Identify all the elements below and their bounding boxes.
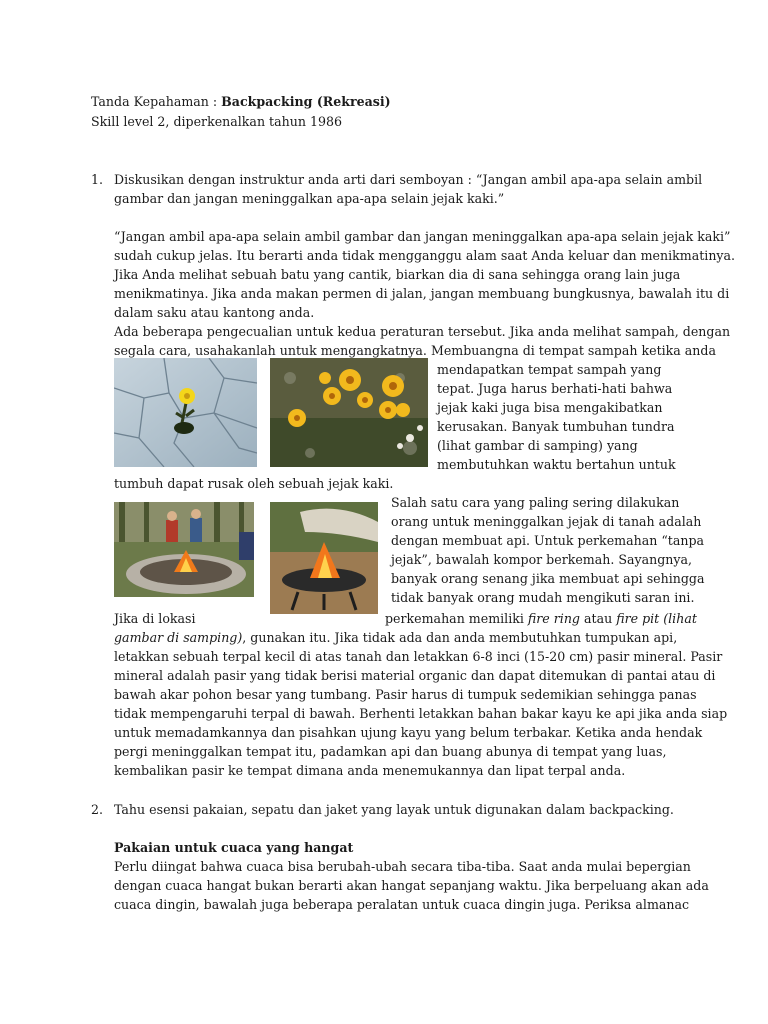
answer-1-line: jejak”, bawalah kompor berkemah. Sayangnya, [391,552,693,567]
answer-1-line: mineral adalah pasir yang tidak berisi material organic dan dapat ditemukan di pantai atau di [114,668,716,683]
answer-1-line: untuk memadamkannya dan pisahkan ujung kayu yang belum terbakar. Ketika anda hendak [114,725,703,740]
answer-1-line: gambar di samping), gunakan itu. Jika tidak ada dan anda membutuhkan tumpukan api, [114,630,678,645]
skill-level-line: Skill level 2, diperkenalkan tahun 1986 [91,114,343,129]
answer-1-line: Jika Anda melihat sebuah batu yang cantik, biarkan dia di sana sehingga orang lain juga [114,267,681,282]
flower-in-cracked-ground-photo [114,358,257,467]
answer-1-line: sudah cukup jelas. Itu berarti anda tidak mengganggu alam saat Anda keluar dan menikmatinya. [114,248,736,263]
answer-1-line: Salah satu cara yang paling sering dilakukan [391,495,680,510]
question-1-line2: gambar dan jangan meninggalkan apa-apa selain jejak kaki.” [114,191,505,206]
answer-1-line: (lihat gambar di samping) yang [437,438,638,453]
badge-title: Tanda Kepahaman : Backpacking (Rekreasi) [91,94,391,109]
answer-1-line: letakkan sebuah terpal kecil di atas tanah dan letakkan 6-8 inci (15-20 cm) pasir mineral. Pasir [114,649,723,664]
answer-1-line: tepat. Juga harus berhati-hati bahwa [437,381,673,396]
answer-1-line: kembalikan pasir ke tempat dimana anda menemukannya dan lipat terpal anda. [114,763,626,778]
answer-1-line: segala cara, usahakanlah untuk mengangkatnya. Membuangna di tempat sampah ketika anda [114,343,716,358]
answer-1-line: bawah akar pohon besar yang tumbang. Pasir harus di tumpuk sedemikian sehingga panas [114,687,697,702]
answer-1-line: Ada beberapa pengecualian untuk kedua peraturan tersebut. Jika anda melihat sampah, dengan [114,324,731,339]
answer-1-line: perkemahan memiliki fire ring atau fire pit (lihat [385,611,697,626]
answer-1-line: pergi meninggalkan tempat itu, padamkan api dan buang abunya di tempat yang luas, [114,744,667,759]
answer-1-line: jejak kaki juga bisa mengakibatkan [437,400,663,415]
list-number-2: 2. [91,802,104,817]
answer-2-line: dengan cuaca hangat bukan berarti akan hangat sepanjang waktu. Jika berpeluang akan ada [114,878,709,893]
answer-1-line: dengan membuat api. Untuk perkemahan “tanpa [391,533,705,548]
answer-1-line: membutuhkan waktu bertahun untuk [437,457,676,472]
fire-pit-photo [270,502,378,614]
answer-1-line: kerusakan. Banyak tumbuhan tundra [437,419,675,434]
answer-1-line: mendapatkan tempat sampah yang [437,362,662,377]
answer-1-line: dalam saku atau kantong anda. [114,305,315,320]
question-1-line1: Diskusikan dengan instruktur anda arti dari semboyan : “Jangan ambil apa-apa selain ambil [114,172,703,187]
section-heading: Pakaian untuk cuaca yang hangat [114,840,354,855]
answer-2-line: Perlu diingat bahwa cuaca bisa berubah-ubah secara tiba-tiba. Saat anda mulai bepergian [114,859,691,874]
tundra-flowers-photo [270,358,428,467]
answer-1-line: tumbuh dapat rusak oleh sebuah jejak kaki. [114,476,394,491]
answer-1-line: tidak banyak orang mudah mengikuti saran ini. [391,590,695,605]
answer-1-line: orang untuk meninggalkan jejak di tanah adalah [391,514,702,529]
answer-1-line: menikmatinya. Jika anda makan permen di jalan, jangan membuang bungkusnya, bawalah itu di [114,286,730,301]
question-2: Tahu esensi pakaian, sepatu dan jaket yang layak untuk digunakan dalam backpacking. [114,802,674,817]
list-number-1: 1. [91,172,104,187]
answer-1-line: “Jangan ambil apa-apa selain ambil gambar dan jangan meninggalkan apa-apa selain jejak kaki” [114,229,731,244]
answer-1-line: banyak orang senang jika membuat api sehingga [391,571,705,586]
fire-ring-photo [114,502,254,597]
answer-1-line: tidak mempengaruhi terpal di bawah. Berhenti letakkan bahan bakar kayu ke api jika anda siap [114,706,728,721]
answer-1-line: Jika di lokasi [114,611,196,626]
answer-2-line: cuaca dingin, bawalah juga beberapa peralatan untuk cuaca dingin juga. Periksa almanac [114,897,690,912]
